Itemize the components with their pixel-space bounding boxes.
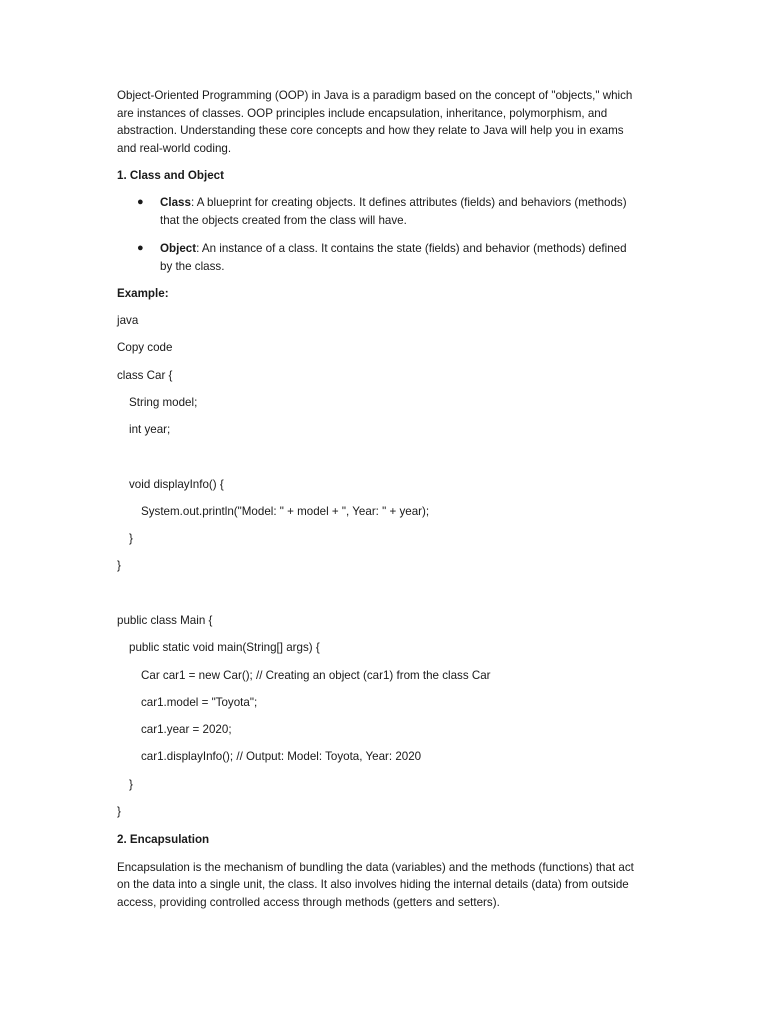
code-line: car1.displayInfo(); // Output: Model: Toyota, Year: 2020: [141, 750, 422, 763]
code-line: public static void main(String[] args) {: [129, 641, 320, 654]
bullet-dot: ●: [137, 242, 144, 254]
bullet-class-line-1: [160, 194, 627, 211]
bullet-class-line-2: that the objects created from the class will have.: [160, 214, 407, 227]
encapsulation-line-1: Encapsulation is the mechanism of bundling the data (variables) and the methods (functions) that act: [117, 861, 634, 874]
code-line: String model;: [129, 396, 198, 409]
code-line: }: [129, 778, 133, 791]
code-line: System.out.println("Model: " + model + ", Year: " + year);: [141, 505, 430, 518]
code-line: void displayInfo() {: [129, 478, 224, 491]
bullet-object-text: : An instance of a class. It contains the state (fields) and behavior (methods) defined: [196, 242, 627, 255]
encapsulation-line-2: on the data into a single unit, the class. It also involves hiding the internal details (data) from outside: [117, 878, 629, 891]
section-heading-encapsulation: 2. Encapsulation: [117, 833, 210, 846]
example-label: Example:: [117, 287, 169, 300]
code-line: }: [129, 532, 133, 545]
code-line: Car car1 = new Car(); // Creating an object (car1) from the class Car: [141, 669, 491, 682]
section-heading-class-object: 1. Class and Object: [117, 169, 224, 182]
code-line: }: [117, 559, 121, 572]
bullet-class-text: : A blueprint for creating objects. It defines attributes (fields) and behaviors (methods): [190, 196, 627, 209]
copy-code-label: Copy code: [117, 341, 173, 354]
intro-line-3: abstraction. Understanding these core concepts and how they relate to Java will help you in exams: [117, 124, 624, 137]
code-line: public class Main {: [117, 614, 213, 627]
code-line: int year;: [129, 423, 171, 436]
code-line: car1.year = 2020;: [141, 723, 232, 736]
encapsulation-line-3: access, providing controlled access through methods (getters and setters).: [117, 896, 500, 909]
intro-line-2: are instances of classes. OOP principles include encapsulation, inheritance, polymorphism, and: [117, 107, 608, 120]
code-line: car1.model = "Toyota";: [141, 696, 258, 709]
intro-line-1: Object-Oriented Programming (OOP) in Java is a paradigm based on the concept of "objects," which: [117, 89, 633, 102]
bullet-object-line-1: [160, 240, 627, 257]
bullet-term-class: Class: [160, 196, 191, 209]
bullet-object-line-2: by the class.: [160, 260, 225, 273]
bullet-dot: ●: [137, 196, 144, 208]
intro-line-4: and real-world coding.: [117, 142, 232, 155]
code-line: }: [117, 805, 121, 818]
code-line: class Car {: [117, 369, 173, 382]
code-language-label: java: [117, 314, 139, 327]
bullet-term-object: Object: [160, 242, 197, 255]
